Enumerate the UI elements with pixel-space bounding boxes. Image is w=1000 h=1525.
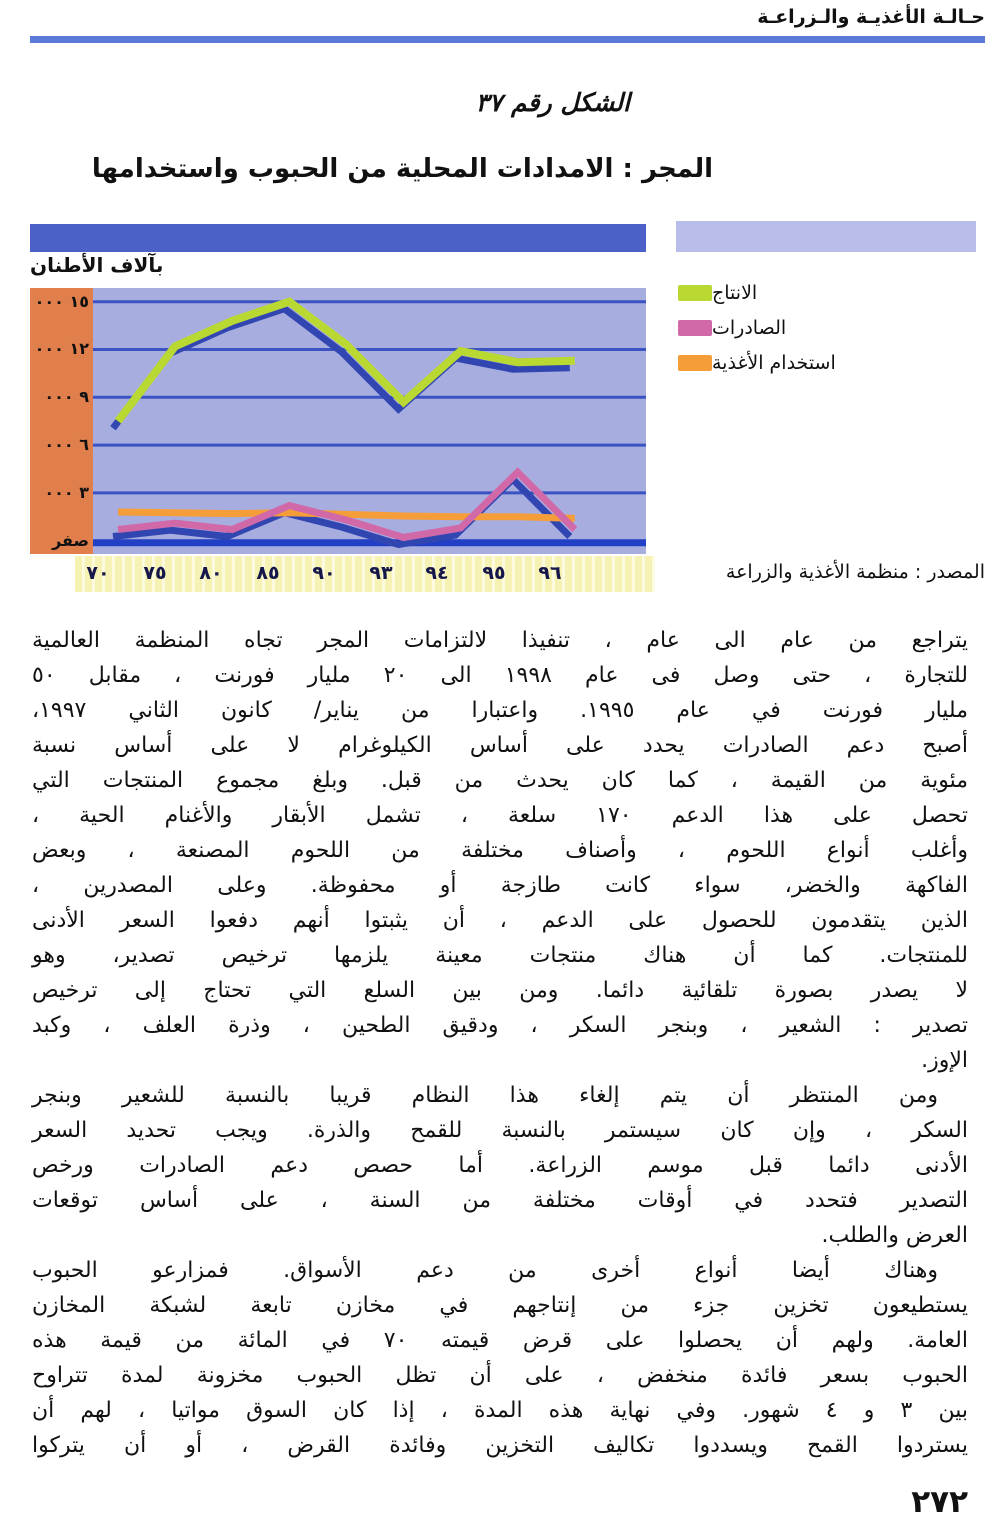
legend-item-exports — [678, 318, 800, 338]
y-axis-tick-strip — [30, 288, 93, 554]
y-tick-label: ٩ ٠٠٠ — [44, 387, 89, 406]
body-line: أصبح دعم الصادرات يحدد على أساس الكيلوغرام لا على أساس نسبة — [32, 733, 968, 758]
y-tick-label: ١٢ ٠٠٠ — [34, 339, 89, 358]
body-line: للمنتجات. كما أن هناك منتجات معينة يلزمها ترخيص تصدير، وهو — [32, 943, 968, 968]
legend-label: الانتاج — [712, 282, 758, 304]
x-tick-label: ٩٤ — [425, 562, 449, 584]
running-header: حـالـة الأغذيـة والـزراعـة — [757, 6, 985, 28]
x-tick-label: ٩٠ — [312, 562, 336, 584]
body-line: العرض والطلب. — [821, 1223, 968, 1248]
x-tick-label: ٩٦ — [538, 562, 562, 584]
legend-item-production — [678, 283, 771, 303]
body-line: مئوية من القيمة ، كما كان يحدث من قبل. وبلغ مجموع المنتجات التي — [32, 768, 968, 793]
page-number: ٢٧٢ — [911, 1484, 968, 1520]
body-line: وهناك أيضا أنواع أخرى من دعم الأسواق. فمزارعو الحبوب — [32, 1258, 938, 1283]
body-line: تحصل على هذا الدعم ١٧٠ سلعة ، تشمل الأبقار والأغنام الحية ، — [32, 803, 968, 828]
legend-label: الصادرات — [712, 317, 787, 339]
x-tick-label: ٩٣ — [369, 562, 393, 584]
x-tick-label: ٩٥ — [482, 562, 506, 584]
body-line: الحبوب بسعر فائدة منخفض ، على أن تظل الحبوب مخزونة لمدة تتراوح — [32, 1363, 968, 1388]
chart-lines-svg — [93, 288, 646, 554]
figure-number-caption: الشكل رقم ٣٧ — [475, 88, 630, 117]
body-line: تصدير : الشعير ، وبنجر السكر ، ودقيق الطحين ، وذرة العلف ، وكبد — [32, 1013, 968, 1038]
y-tick-label: ٦ ٠٠٠ — [44, 435, 89, 454]
y-axis-title: بآلاف الأطنان — [30, 253, 164, 277]
x-axis-tick-strip — [75, 556, 655, 592]
body-line: الإوز. — [921, 1048, 968, 1073]
source-note: المصدر : منظمة الأغذية والزراعة — [725, 561, 985, 583]
body-line: يتراجع من عام الى عام ، تنفيذا لالتزامات المجر تجاه المنظمة العالمية — [32, 628, 968, 653]
x-tick-label: ٨٠ — [199, 562, 223, 584]
body-line: لا يصدر بصورة تلقائية دائما. ومن بين السلع التي تحتاج إلى ترخيص — [32, 978, 968, 1003]
x-tick-label: ٨٥ — [256, 562, 280, 584]
body-text — [32, 623, 968, 1463]
body-line: للتجارة ، حتى وصل فى عام ١٩٩٨ الى ٢٠ مليار فورنت ، مقابل ٥٠ — [32, 663, 969, 688]
body-line: يستردوا القمح ويسددوا تكاليف التخزين وفائدة القرض ، أو أن يتركوا — [32, 1433, 968, 1458]
y-tick-label: ١٥ ٠٠٠ — [34, 292, 89, 311]
plot-area — [93, 288, 646, 554]
chart-top-bar — [30, 224, 646, 252]
food-use-swatch-icon — [678, 355, 712, 371]
body-line: التصدير فتحدد في أوقات مختلفة من السنة ، على أساس توقعات — [32, 1188, 968, 1213]
body-line: وأغلب أنواع اللحوم ، وأصناف مختلفة من اللحوم المصنعة ، وبعض — [32, 838, 968, 863]
body-line: يستطيعون تخزين جزء من إنتاجهم في مخازن تابعة لشبكة المخازن — [32, 1293, 968, 1318]
exports-swatch-icon — [678, 320, 712, 336]
line-chart — [30, 288, 646, 554]
legend-top-bar — [676, 221, 976, 252]
body-line: السكر ، وإن كان سيستمر بالنسبة للقمح والذرة. ويجب تحديد السعر — [32, 1118, 968, 1143]
legend-label: استخدام الأغذية — [712, 352, 836, 374]
body-line: الفاكهة والخضر، سواء كانت طازجة أو محفوظة. وعلى المصدرين ، — [32, 873, 968, 898]
production-swatch-icon — [678, 285, 712, 301]
legend-item-food-use — [678, 353, 850, 373]
body-line: بين ٣ و ٤ شهور. وفي نهاية هذه المدة ، إذا كان السوق مواتيا ، لهم أن — [32, 1398, 968, 1423]
figure-title: المجر : الامدادات المحلية من الحبوب واستخدامها — [91, 154, 713, 184]
body-line: الذين يتقدمون للحصول على الدعم ، أن يثبتوا أنهم دفعوا السعر الأدنى — [32, 908, 968, 933]
body-line: ومن المنتظر أن يتم إلغاء هذا النظام قريبا بالنسبة للشعير وبنجر — [32, 1083, 938, 1108]
y-tick-label: صفر — [52, 531, 89, 550]
y-tick-label: ٣ ٠٠٠ — [44, 483, 89, 502]
x-tick-label: ٧٠ — [86, 562, 110, 584]
body-line: الأدنى دائما قبل موسم الزراعة. أما حصص دعم الصادرات ورخص — [32, 1153, 968, 1178]
body-line: مليار فورنت في عام ١٩٩٥. واعتبارا من يناير/ كانون الثاني ١٩٩٧، — [32, 698, 969, 723]
x-tick-label: ٧٥ — [143, 562, 167, 584]
body-line: العامة. ولهم أن يحصلوا على قرض قيمته ٧٠ في المائة من قيمة هذه — [32, 1328, 968, 1353]
header-rule — [30, 36, 985, 43]
